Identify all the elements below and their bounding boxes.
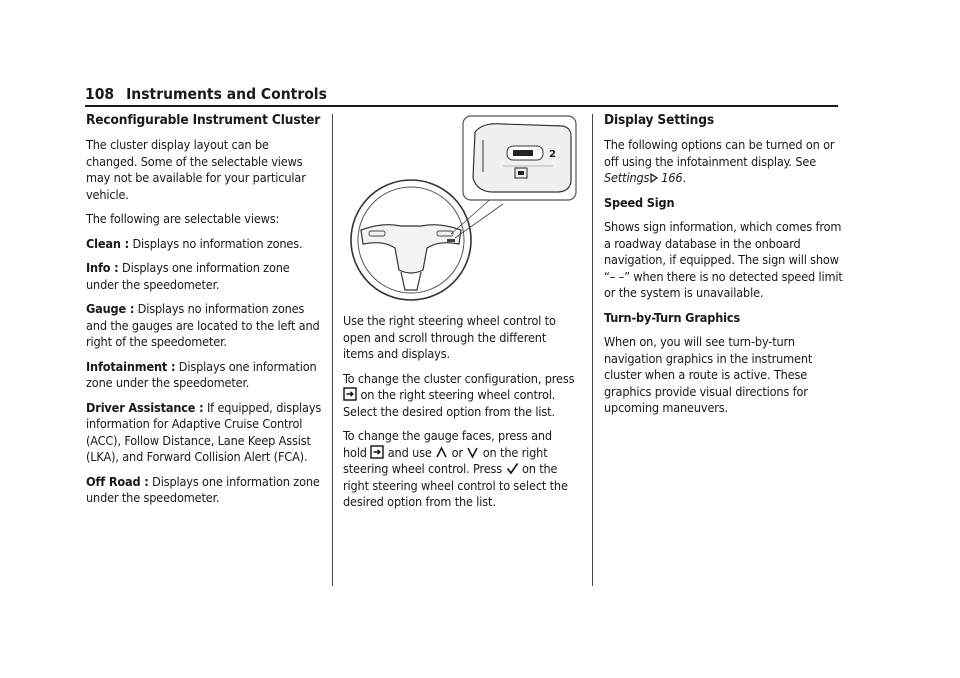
view-term: Clean : — [86, 235, 130, 251]
turn-by-turn-paragraph: When on, you will see turn-by-turn navigation graphics in the instrument cluster when a route is active. These graphics provide visual directions for upcoming maneuvers. — [604, 334, 813, 415]
steering-control-paragraph: Use the right steering wheel control to open and scroll through the different items and displays. — [343, 313, 556, 361]
view-item — [86, 301, 322, 351]
svg-text:2: 2 — [549, 149, 556, 160]
cluster-config-paragraph — [343, 371, 579, 421]
gauge-faces-text-c: or — [448, 444, 467, 460]
view-desc: If equipped, displays information for Adaptive Cruise Control (ACC), Follow Distance, Lane Keep Assist (LKA), and Forward Collision Alert (FCA). — [86, 399, 322, 464]
view-term: Driver Assistance : — [86, 399, 204, 415]
view-term: Info : — [86, 260, 119, 275]
view-term: Infotainment : — [86, 358, 176, 374]
page-number: 108 — [85, 85, 115, 103]
turn-by-turn-heading: Turn-by-Turn Graphics — [604, 309, 741, 325]
settings-page-ref[interactable]: 166 — [661, 170, 683, 185]
gauge-faces-text-e: on the right steering wheel control to select the desired option from the list. — [343, 461, 568, 509]
header-rule — [85, 105, 838, 107]
view-term: Gauge : — [86, 301, 135, 316]
view-item — [86, 474, 322, 507]
steering-wheel-illustration — [343, 112, 579, 307]
view-desc: Displays no information zones and the gauges are located to the left and right of the speedometer. — [86, 301, 320, 349]
chevron-down-icon — [466, 446, 479, 459]
heading-display-settings: Display Settings — [604, 112, 714, 128]
column-2 — [343, 112, 579, 519]
checkmark-icon — [506, 462, 519, 475]
display-settings-end: . — [682, 170, 686, 185]
settings-link[interactable]: Settings — [604, 170, 650, 185]
gauge-faces-text-b: and use — [384, 444, 436, 460]
view-item — [86, 359, 322, 392]
heading-reconfigurable-cluster: Reconfigurable Instrument Cluster — [86, 112, 321, 128]
view-desc: Displays one information zone under the speedometer. — [86, 473, 320, 505]
display-select-button-icon — [343, 387, 357, 401]
steering-wheel-figure — [343, 112, 579, 307]
view-desc: Displays one information zone under the speedometer. — [86, 358, 317, 390]
display-select-button-icon — [370, 445, 384, 459]
gauge-faces-text-a: To change the gauge faces, press and hold — [343, 428, 552, 460]
display-settings-paragraph — [604, 137, 844, 187]
header-text — [85, 85, 838, 103]
section-title: Instruments and Controls — [126, 85, 327, 103]
chevron-up-icon — [435, 446, 448, 459]
page-reference-icon — [649, 172, 661, 184]
view-desc: Displays no information zones. — [129, 235, 303, 251]
view-term: Off Road : — [86, 473, 149, 489]
speed-sign-heading: Speed Sign — [604, 194, 675, 210]
cluster-config-text-b: on the right steering wheel control. Select the desired option from the list. — [343, 387, 556, 419]
selectable-views-lead: The following are selectable views: — [86, 211, 280, 226]
column-1 — [86, 112, 322, 515]
column-divider-1 — [332, 114, 333, 586]
column-divider-2 — [592, 114, 593, 586]
intro-paragraph: The cluster display layout can be changed. Some of the selectable views may not be available for your particular vehicle. — [86, 137, 306, 202]
view-item — [86, 236, 322, 253]
gauge-faces-text-d: on the right steering wheel control. Press — [343, 444, 548, 476]
view-item — [86, 260, 322, 293]
gauge-faces-paragraph — [343, 428, 579, 511]
cluster-config-text-a: To change the cluster configuration, press — [343, 370, 575, 386]
speed-sign-paragraph: Shows sign information, which comes from a roadway database in the onboard navigation, if equipped. The sign will show “– –” when there is no detected speed limit or the system is unavailable. — [604, 219, 843, 300]
page-header — [85, 85, 838, 103]
view-desc: Displays one information zone under the speedometer. — [86, 260, 290, 292]
column-3 — [604, 112, 844, 425]
display-settings-text: The following options can be turned on or off using the infotainment display. See — [604, 137, 835, 169]
view-item — [86, 400, 322, 466]
